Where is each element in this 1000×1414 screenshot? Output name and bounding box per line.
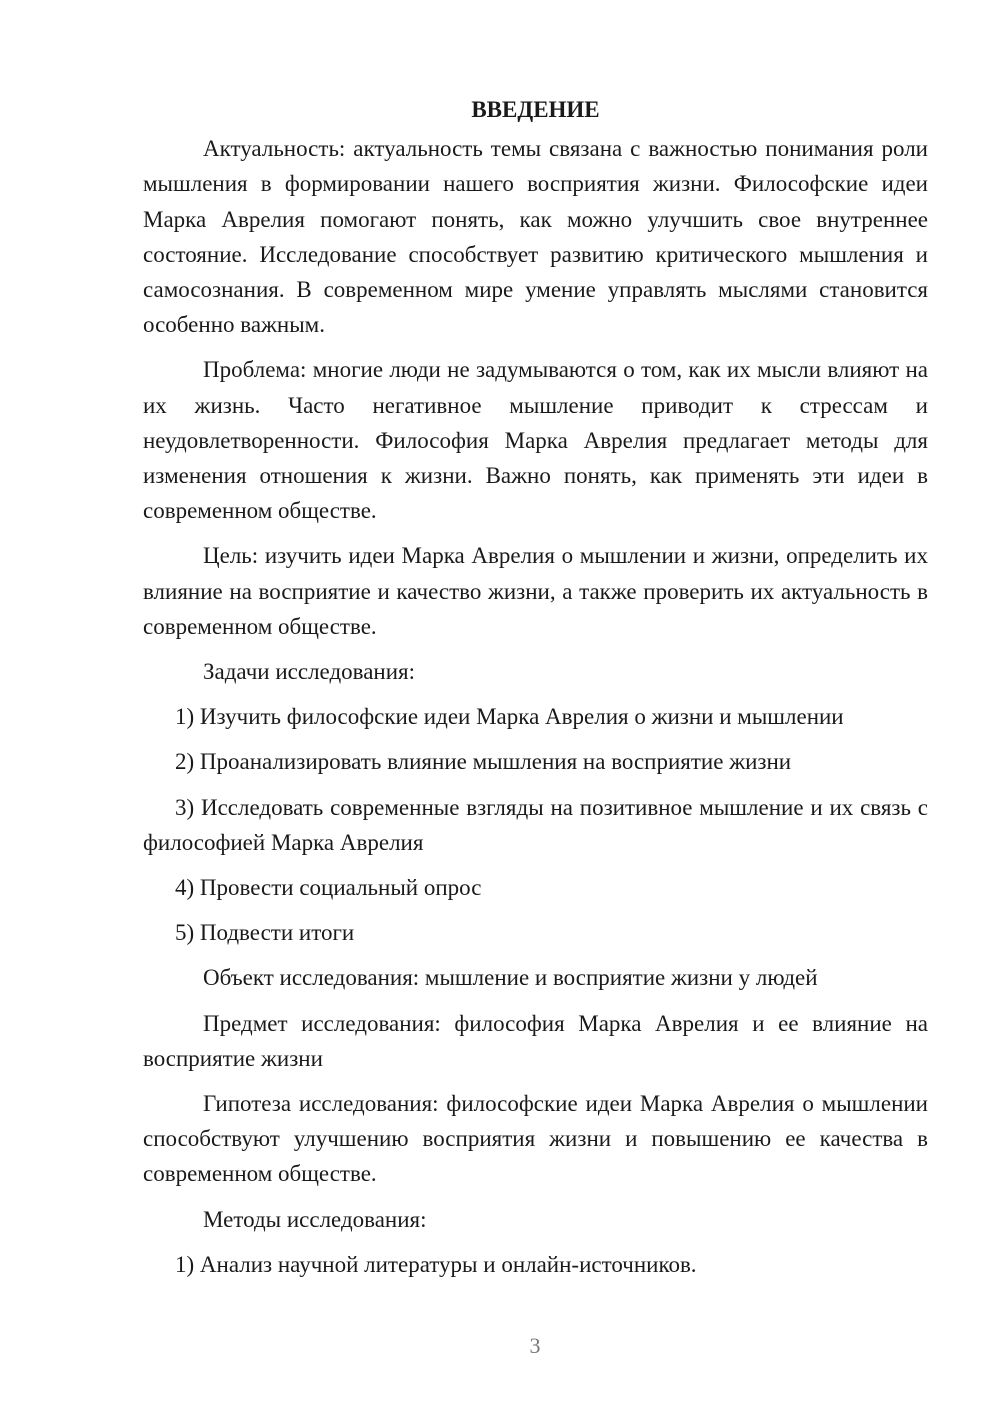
task-item-1: 1) Изучить философские идеи Марка Аврелия о жизни и мышлении	[175, 704, 844, 730]
method-item-1: 1) Анализ научной литературы и онлайн-источников.	[175, 1251, 697, 1277]
research-hypothesis: Гипотеза исследования: философские идеи Марка Аврелия о мышлении способствуют улучшению восприятия жизни и повышению ее качества в современном обществе.	[143, 1091, 928, 1187]
goal-paragraph: Цель: изучить идеи Марка Аврелия о мышлении и жизни, определить их влияние на восприятие и качество жизни, а также проверить их актуальность в современном обществе.	[143, 543, 928, 639]
relevance-paragraph: Актуальность: актуальность темы связана с важностью понимания роли мышления в формировании нашего восприятия жизни. Философские идеи Марка Аврелия помогают понять, как можно улучшить свое внутреннее состояние. Исследование способствует развитию критического мышления и самосознания. В современном мире умение управлять мыслями становится особенно важным.	[143, 136, 928, 338]
page-number: 3	[529, 1333, 541, 1358]
methods-heading: Методы исследования:	[203, 1206, 427, 1232]
tasks-heading: Задачи исследования:	[203, 659, 416, 685]
research-subject: Предмет исследования: философия Марка Аврелия и ее влияние на восприятие жизни	[143, 1010, 928, 1071]
task-item-2: 2) Проанализировать влияние мышления на восприятие жизни	[175, 749, 792, 775]
task-item-3: 3) Исследовать современные взгляды на позитивное мышление и их связь с философией Марка Аврелия	[143, 794, 928, 855]
document-body	[143, 92, 928, 1292]
section-title: ВВЕДЕНИЕ	[471, 97, 600, 122]
task-item-5: 5) Подвести итоги	[175, 920, 355, 946]
problem-paragraph: Проблема: многие люди не задумываются о том, как их мысли влияют на их жизнь. Часто негативное мышление приводит к стрессам и неудовлетворенности. Философия Марка Аврелия предлагает методы для изменения отношения к жизни. Важно понять, как применять эти идеи в современном обществе.	[143, 357, 928, 524]
task-item-4: 4) Провести социальный опрос	[175, 875, 482, 901]
research-object: Объект исследования: мышление и восприятие жизни у людей	[203, 965, 818, 991]
